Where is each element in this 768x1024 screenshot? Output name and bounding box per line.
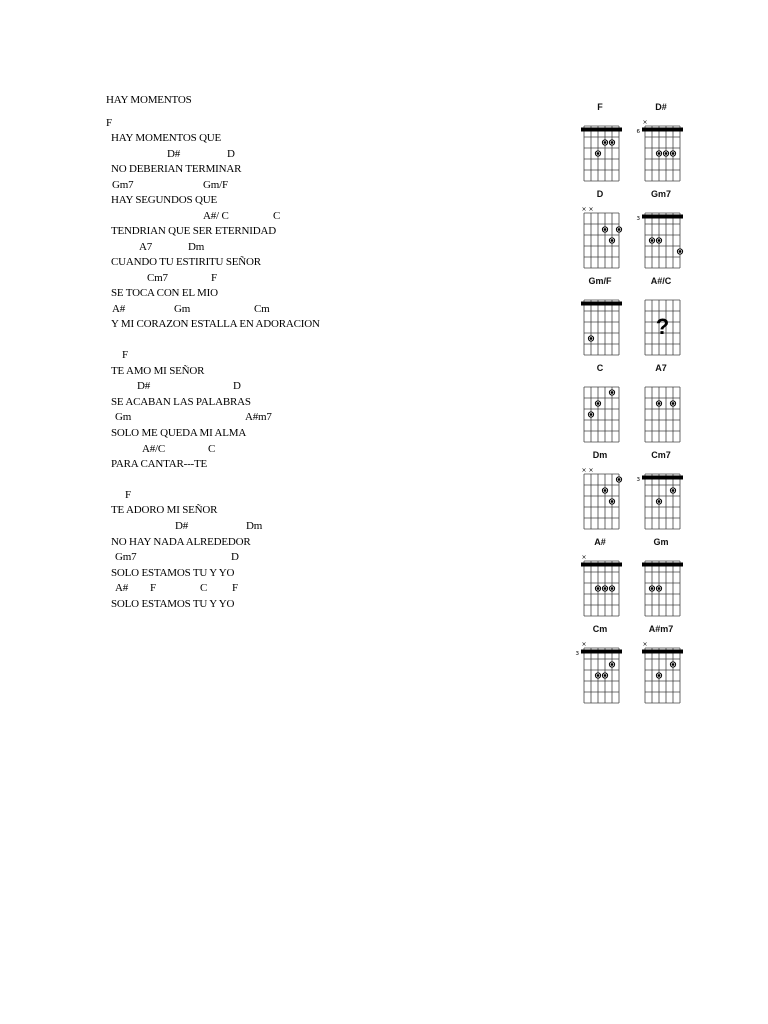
barre-bar [642,215,683,219]
chord-symbol: Gm [115,411,132,423]
barre-bar [642,128,683,132]
finger-dot-center [658,587,661,590]
muted-string-mark: × [642,119,648,126]
lyric-line: HAY SEGUNDOS QUE [111,194,217,206]
finger-dot-center [651,239,654,242]
finger-dot-center [611,141,614,144]
chord-diagram [631,533,691,619]
muted-string-mark: × [581,467,587,474]
chord-diagram-name: A# [594,537,606,547]
chord-symbol: C [208,443,216,455]
barre-bar [642,650,683,654]
muted-string-mark: × [588,467,594,474]
fretboard-grid [570,114,630,184]
fretboard-grid [570,201,630,271]
barre-bar [581,128,622,132]
chord-symbol: A#m7 [245,411,272,423]
fretboard-grid [570,462,630,532]
fret-number: 6 [636,129,640,135]
chord-symbol: A# [112,303,126,315]
fretboard-grid [631,636,691,706]
fret-number: 3 [636,477,640,483]
fretboard-grid [631,114,691,184]
chord-diagram [631,185,691,271]
chord-symbol: Cm7 [147,272,168,284]
muted-string-mark: × [581,206,587,213]
chord-symbol: Cm [254,303,270,315]
chord-diagram-name: A#/C [650,276,672,286]
finger-dot-center [611,239,614,242]
chord-diagram-name: D# [655,102,667,112]
chord-diagram [570,98,630,184]
barre-bar [581,302,622,306]
chord-symbol: F [125,489,131,501]
finger-dot-center [672,152,675,155]
chord-symbol: Dm [188,241,205,253]
lyric-line: TE ADORO MI SEÑOR [111,504,218,516]
chord-diagram [570,533,630,619]
finger-dot-center [665,152,668,155]
chord-diagram [631,620,691,706]
chord-diagram-name: F [597,102,603,112]
chord-diagrams-panel [570,98,700,708]
finger-dot-center [672,402,675,405]
fretboard-grid [570,636,630,706]
fretboard-grid [631,549,691,619]
finger-dot-center [672,663,675,666]
chord-diagram [631,272,691,358]
fret-number: 3 [636,216,640,222]
chord-symbol: D [227,148,235,160]
chord-diagram-name: D [596,189,604,199]
finger-dot-center [658,500,661,503]
chord-diagram [570,272,630,358]
chord-symbol: F [211,272,217,284]
question-mark-icon: ? [655,314,670,339]
chord-symbol: Gm7 [115,551,137,563]
chord-diagram-name: Cm7 [651,450,671,460]
chord-symbol: A#/C [142,443,166,455]
chord-diagram-name: Gm [653,537,669,547]
chord-symbol: D# [137,380,151,392]
lyric-line: SE TOCA CON EL MIO [111,287,218,299]
chord-symbol: C [200,582,208,594]
chord-diagram [570,359,630,445]
finger-dot-center [658,239,661,242]
finger-dot-center [651,587,654,590]
fretboard-grid [570,375,630,445]
chord-diagram [631,359,691,445]
chord-diagram [570,185,630,271]
lyric-line: NO DEBERIAN TERMINAR [111,163,242,175]
finger-dot-center [590,413,593,416]
chord-diagram-name: Cm [592,624,608,634]
finger-dot-center [604,587,607,590]
muted-string-mark: × [581,554,587,561]
chord-symbol: Gm [174,303,191,315]
finger-dot-center [590,337,593,340]
lyric-line: SOLO ESTAMOS TU Y YO [111,598,235,610]
chord-symbol: Dm [246,520,263,532]
finger-dot-center [604,674,607,677]
lyric-line: CUANDO TU ESTIRITU SEÑOR [111,256,261,268]
chord-symbol: A#/ C [203,210,229,222]
fret-number: 3 [575,651,579,657]
barre-bar [581,563,622,567]
lyric-line: HAY MOMENTOS QUE [111,132,222,144]
lyric-line: PARA CANTAR---TE [111,458,208,470]
barre-bar [581,650,622,654]
chord-diagram [631,446,691,532]
finger-dot-center [611,391,614,394]
finger-dot-center [658,402,661,405]
finger-dot-center [658,674,661,677]
chord-symbol: D# [175,520,189,532]
finger-dot-center [679,250,682,253]
finger-dot-center [658,152,661,155]
fretboard-grid [570,288,630,358]
chord-diagram-name: Dm [592,450,608,460]
finger-dot-center [604,141,607,144]
chord-diagram-name: Gm/F [588,276,612,286]
chord-symbol: D [233,380,241,392]
muted-string-mark: × [581,641,587,648]
chord-symbol: F [106,117,112,129]
lyric-line: TENDRIAN QUE SER ETERNIDAD [111,225,276,237]
finger-dot-center [597,152,600,155]
finger-dot-center [597,587,600,590]
chord-symbol: Gm7 [112,179,134,191]
muted-string-mark: × [588,206,594,213]
fretboard-grid [570,549,630,619]
lyric-line: NO HAY NADA ALREDEDOR [111,536,251,548]
finger-dot-center [597,674,600,677]
lyric-line: TE AMO MI SEÑOR [111,365,205,377]
chord-symbol: D [231,551,239,563]
chord-symbol: F [232,582,238,594]
finger-dot-center [611,663,614,666]
barre-bar [642,563,683,567]
chord-symbol: A7 [139,241,153,253]
chord-diagram-name: A7 [655,363,667,373]
muted-string-mark: × [642,641,648,648]
chord-symbol: Gm/F [203,179,228,191]
chord-symbol: D# [167,148,181,160]
chord-symbol: F [122,349,128,361]
lyric-line: SE ACABAN LAS PALABRAS [111,396,251,408]
chord-diagram-name: A#m7 [648,624,674,634]
fretboard-grid [631,462,691,532]
fretboard-grid [631,201,691,271]
finger-dot-center [604,228,607,231]
finger-dot-center [618,228,621,231]
finger-dot-center [597,402,600,405]
lyric-line: Y MI CORAZON ESTALLA EN ADORACION [111,318,320,330]
chord-diagram [570,446,630,532]
finger-dot-center [604,489,607,492]
song-title: HAY MOMENTOS [106,94,192,106]
finger-dot-center [618,478,621,481]
chord-diagram-name: C [596,363,604,373]
chord-diagram-name: Gm7 [650,189,671,199]
finger-dot-center [611,587,614,590]
fretboard-grid [631,288,691,358]
chord-symbol: C [273,210,281,222]
barre-bar [642,476,683,480]
chord-symbol: F [150,582,156,594]
fretboard-grid [631,375,691,445]
finger-dot-center [672,489,675,492]
lyric-line: SOLO ME QUEDA MI ALMA [111,427,247,439]
lyric-line: SOLO ESTAMOS TU Y YO [111,567,235,579]
chord-diagram [570,620,630,706]
chord-symbol: A# [115,582,129,594]
chord-diagram [631,98,691,184]
finger-dot-center [611,500,614,503]
